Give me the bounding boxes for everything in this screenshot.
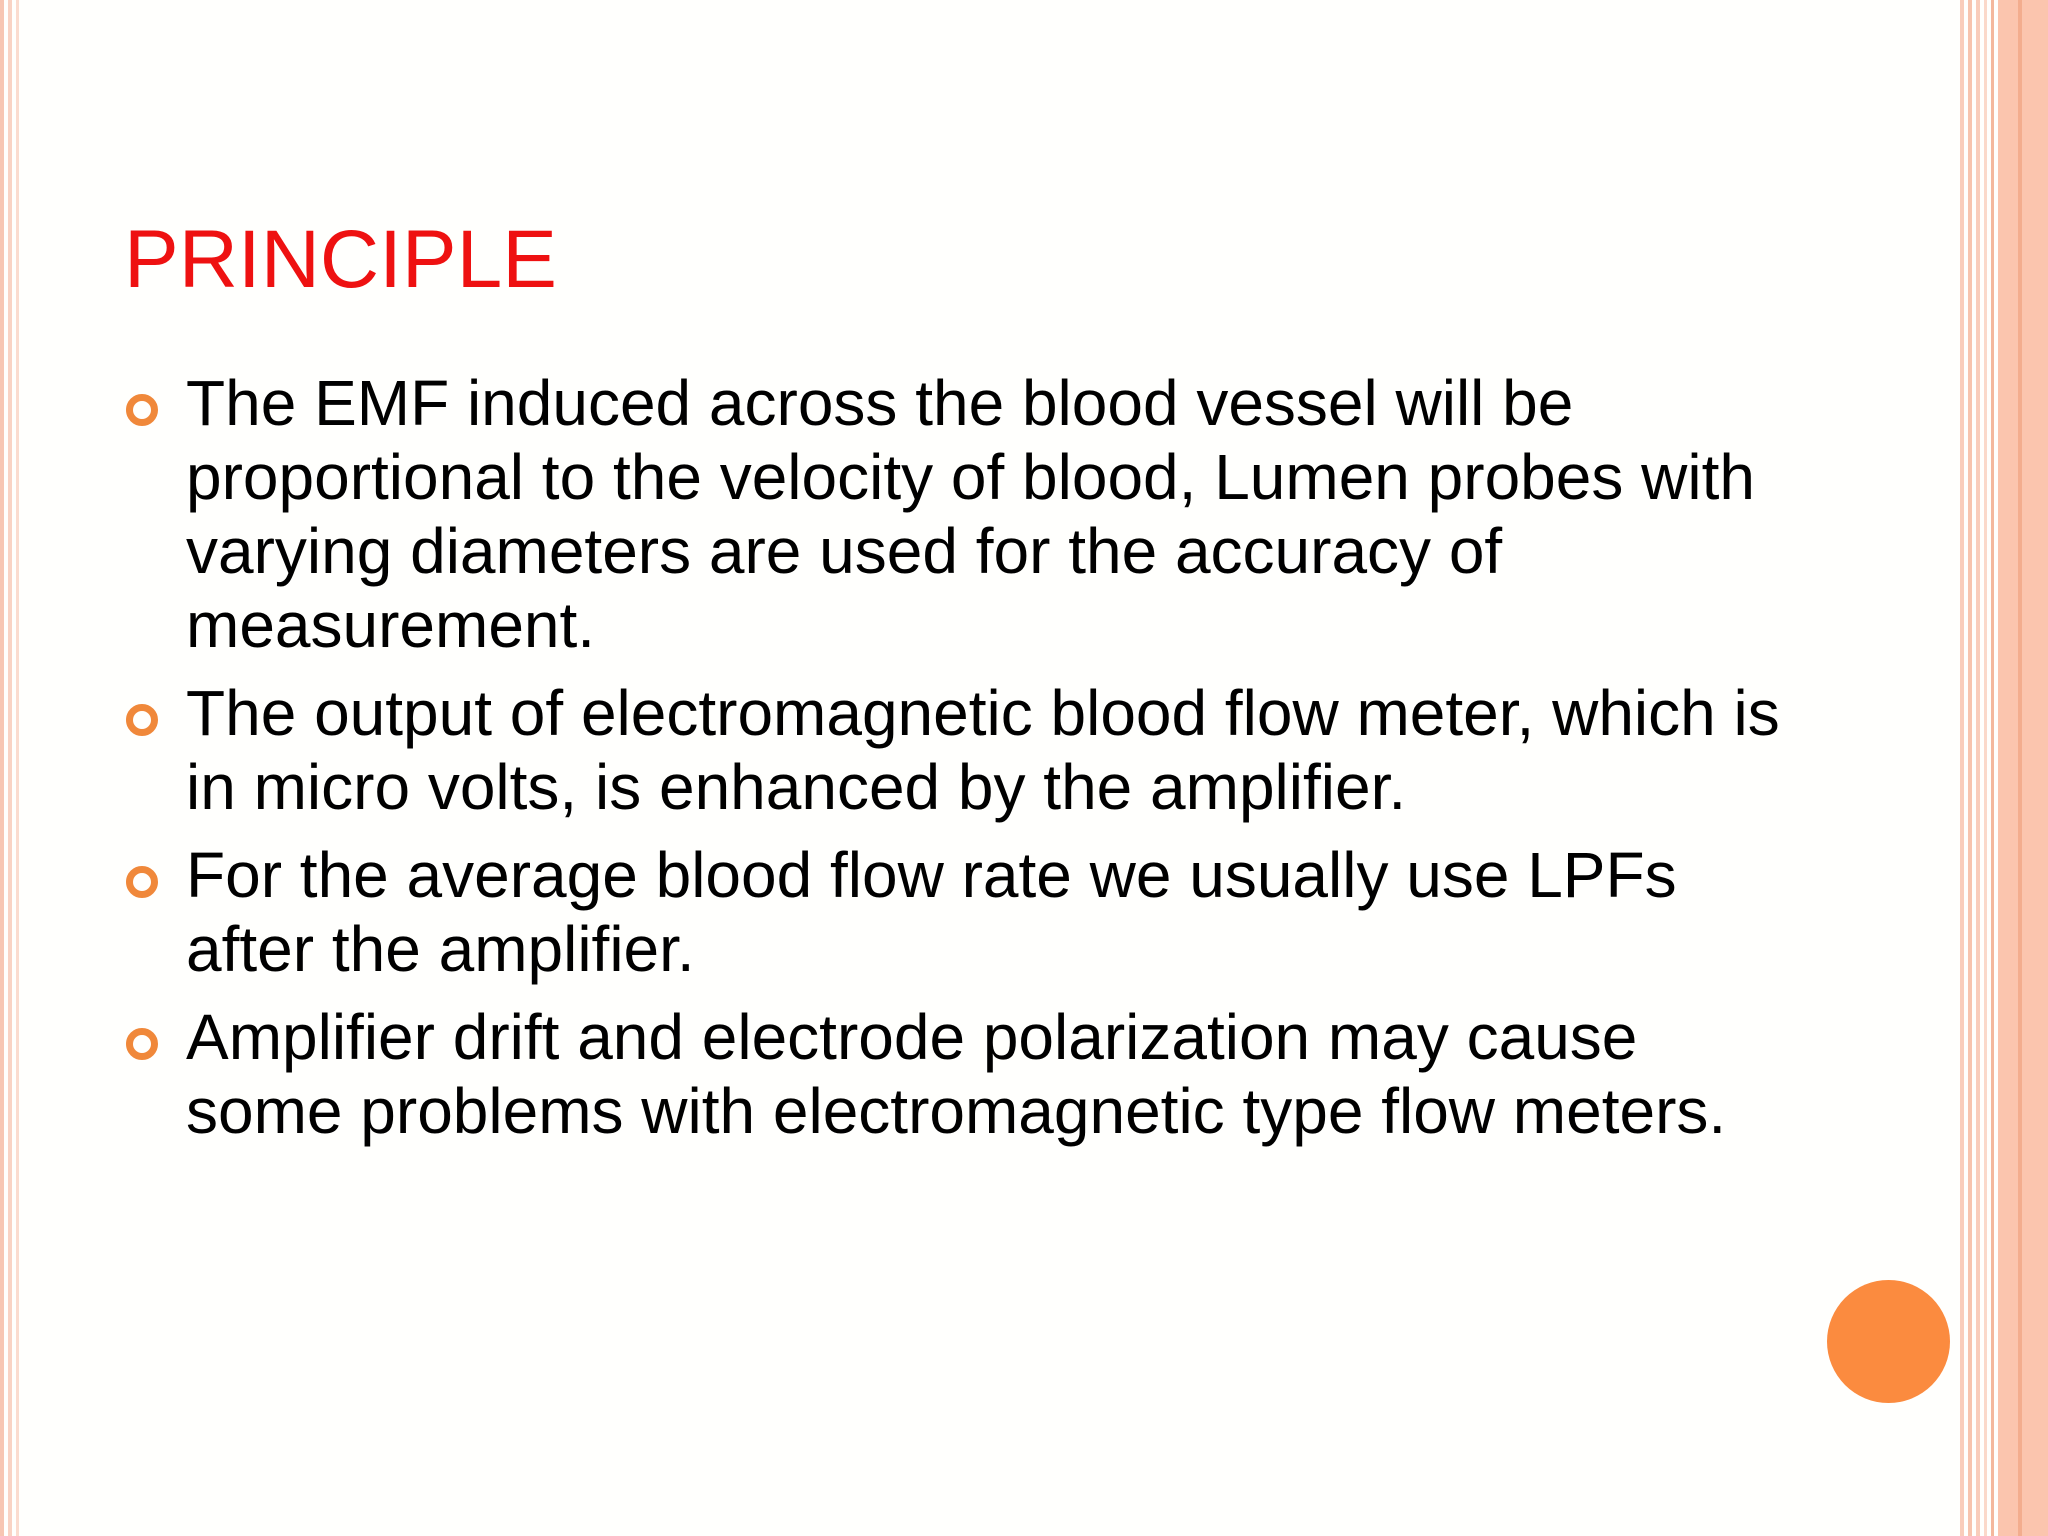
left-border-stripe bbox=[16, 0, 19, 1536]
bullet-item bbox=[124, 1000, 1804, 1148]
right-border-stripe bbox=[1968, 0, 1972, 1536]
bullet-item bbox=[124, 676, 1804, 824]
bullet-text: The output of electromagnetic blood flow meter, which is in micro volts, is enhanced by the amplifier. bbox=[186, 677, 1780, 823]
right-border-stripe bbox=[1991, 0, 1994, 1536]
right-border-stripe bbox=[1984, 0, 1987, 1536]
left-border-stripe bbox=[8, 0, 12, 1536]
ring-bullet-icon bbox=[126, 866, 158, 898]
ring-bullet-icon bbox=[126, 394, 158, 426]
ring-bullet-icon bbox=[126, 704, 158, 736]
bullet-text: For the average blood flow rate we usually use LPFs after the amplifier. bbox=[186, 839, 1677, 985]
right-border-stripe bbox=[2018, 0, 2022, 1536]
right-border-stripe bbox=[1960, 0, 1964, 1536]
left-border-stripe bbox=[0, 0, 4, 1536]
bullet-list bbox=[124, 366, 1804, 1162]
right-border-stripe bbox=[1976, 0, 1980, 1536]
slide-title: PRINCIPLE bbox=[124, 214, 557, 305]
bullet-item bbox=[124, 366, 1804, 662]
right-border-band bbox=[1998, 0, 2048, 1536]
ring-bullet-icon bbox=[126, 1028, 158, 1060]
bullet-text: The EMF induced across the blood vessel will be proportional to the velocity of blood, Lumen probes with varying diameters are used for the accuracy of measurement. bbox=[186, 367, 1755, 661]
orange-circle-decoration bbox=[1827, 1280, 1950, 1403]
bullet-item bbox=[124, 838, 1804, 986]
bullet-text: Amplifier drift and electrode polarization may cause some problems with electromagnetic type flow meters. bbox=[186, 1001, 1727, 1147]
